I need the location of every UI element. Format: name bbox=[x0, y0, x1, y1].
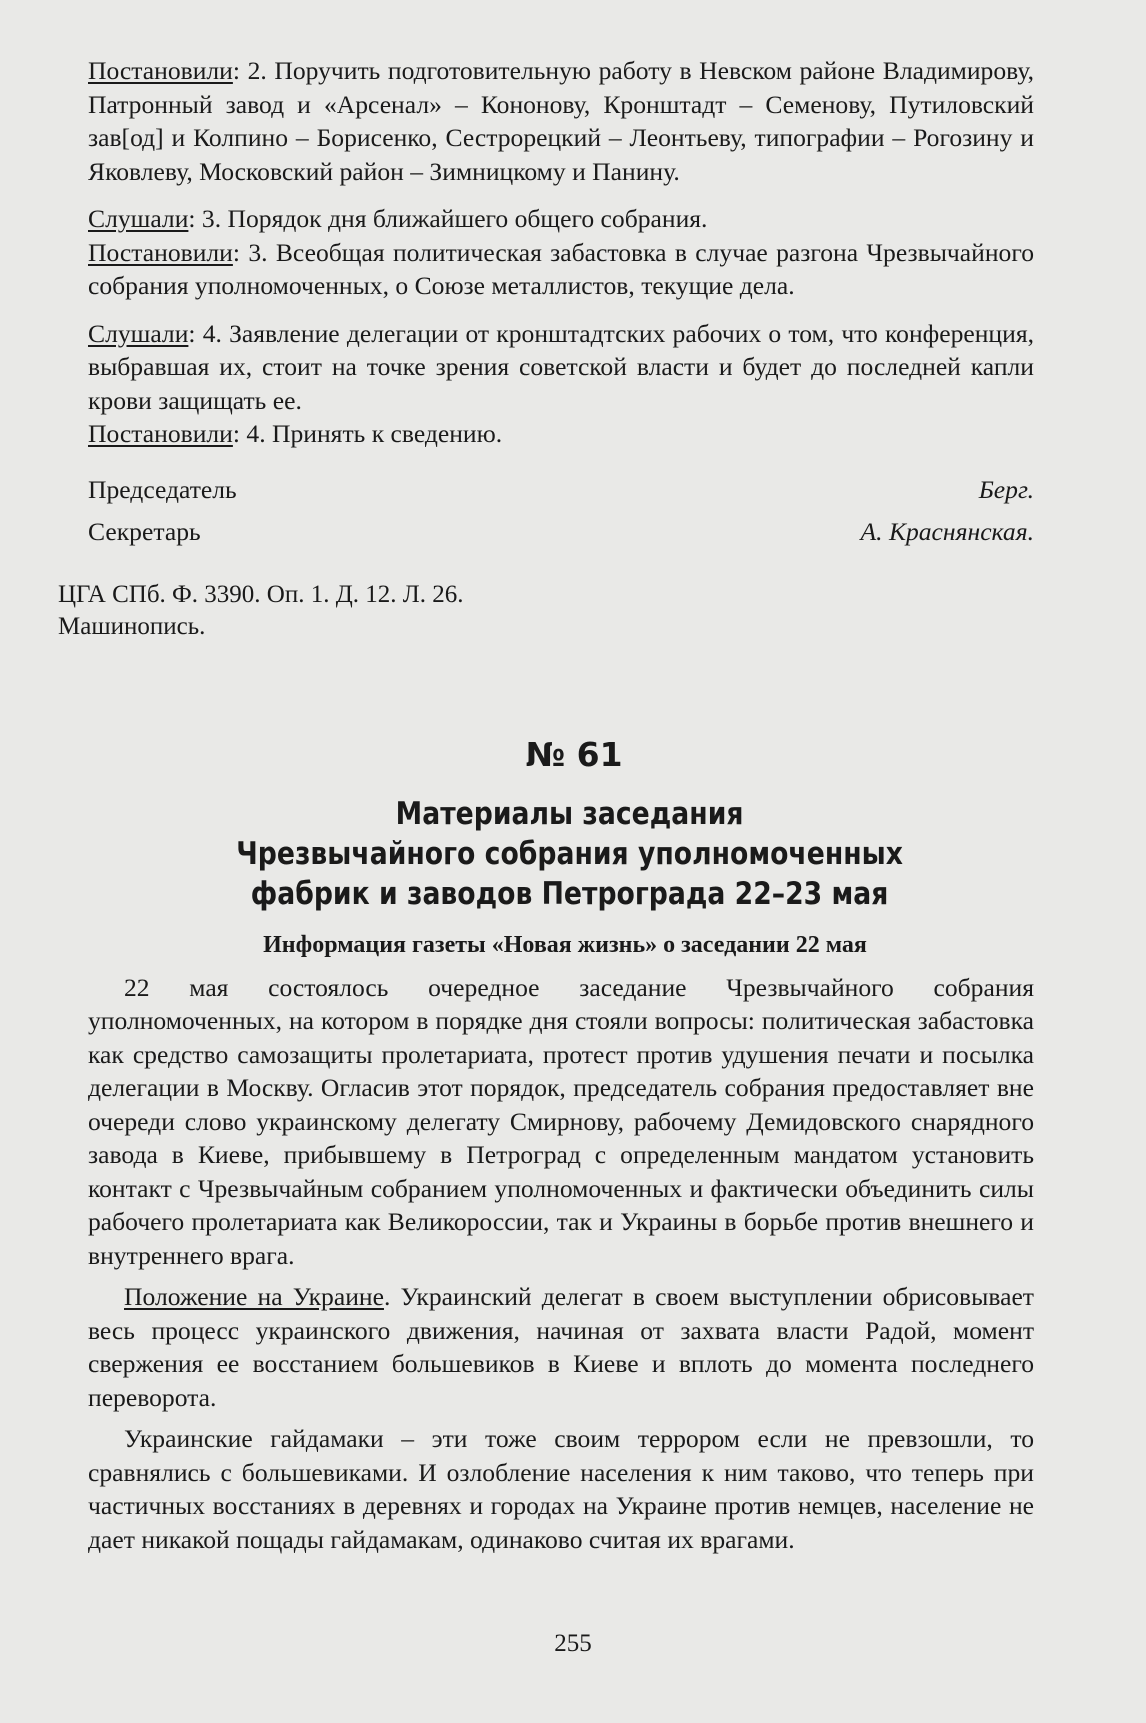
resolution-2 bbox=[88, 54, 1034, 188]
resolution-2-text: : 2. Поручить подготовительную работу в Невском районе Владимирову, Патронный завод и «Арсенал» – Кононову, Кронштадт – Семенову, Путиловский зав[од] и Колпино – Борисенко, Сестрорецкий – Леонтьеву, типографии – Рогозину и Яковлеву, Московский район – Зимницкому и Панину. bbox=[88, 56, 1034, 186]
resolved-label: Постановили bbox=[88, 237, 233, 267]
page-number: 255 bbox=[554, 1630, 592, 1657]
resolved-label: Постановили bbox=[88, 56, 233, 85]
secretary-name: А. Краснянская. bbox=[860, 516, 1034, 546]
typescript-note: Машинопись. bbox=[58, 612, 206, 640]
archive-source: ЦГА СПб. Ф. 3390. Оп. 1. Д. 12. Л. 26. bbox=[58, 580, 464, 608]
heard-4 bbox=[88, 317, 1034, 418]
resolution-4-text: : 4. Принять к сведению. bbox=[232, 419, 503, 448]
secretary-signature bbox=[88, 515, 1034, 549]
chairman-name: Берг. bbox=[978, 474, 1034, 504]
heard-3 bbox=[88, 202, 1034, 236]
document-subtitle: Информация газеты «Новая жизнь» о заседании 22 мая bbox=[263, 931, 867, 958]
resolved-label: Постановили bbox=[88, 419, 233, 448]
resolution-4 bbox=[88, 417, 1034, 451]
heard-4-text: : 4. Заявление делегации от кронштадтских рабочих о том, что конференция, выбравшая их, стоит на точке зрения советской власти и будет до последней капли крови защищать ее. bbox=[88, 318, 1034, 415]
chairman-signature bbox=[88, 473, 1034, 507]
heard-3-text: : 3. Порядок дня ближайшего общего собрания. bbox=[188, 204, 708, 233]
heard-label: Слушали bbox=[88, 204, 189, 233]
secretary-title: Секретарь bbox=[88, 516, 201, 546]
paragraph-3: Украинские гайдамаки – эти тоже своим террором если не превзошли, то сравнялись с большевиками. И озлобление населения к ним таково, что теперь при частичных восстаниях в деревнях и городах на Украине против немцев, население не дает никакой пощады гайдамакам, одинаково считая их врагами. bbox=[88, 1424, 1034, 1554]
paragraph-2 bbox=[88, 1280, 1034, 1414]
document-title-line-2: Чрезвычайного собрания уполномоченных bbox=[236, 835, 903, 872]
document-number: № 61 bbox=[525, 734, 623, 774]
chairman-title: Председатель bbox=[88, 474, 237, 504]
paragraph-2-text: . Украинский делегат в своем выступлении обрисовывает весь процесс украинского движения, начиная от захвата власти Радой, момент свержения ее восстанием большевиков в Киеве и вплоть до момента последнего переворота. bbox=[88, 1282, 1034, 1412]
resolution-3-text: : 3. Всеобщая политическая забастовка в случае разгона Чрезвычайного собрания уполномоченных, о Союзе металлистов, текущие дела. bbox=[88, 237, 1034, 300]
heard-label: Слушали bbox=[88, 318, 189, 348]
ukraine-heading: Положение на Украине bbox=[124, 1282, 384, 1311]
resolution-3 bbox=[88, 236, 1034, 303]
document-title-line-1: Материалы заседания bbox=[395, 795, 744, 832]
paragraph-1: 22 мая состоялось очередное заседание Чрезвычайного собрания уполномоченных, на котором в порядке дня стояли вопросы: политическая забастовка как средство самозащиты пролетариата, протест против удушения печати и посылка делегации в Москву. Огласив этот порядок, председатель собрания предоставляет вне очереди слово украинскому делегату Смирнову, рабочему Демидовского снарядного завода в Киеве, прибывшему в Петроград с определенным мандатом установить контакт с Чрезвычайным собранием уполномоченных и фактически объединить силы рабочего пролетариата как Великороссии, так и Украины в борьбе против внешнего и внутреннего врага. bbox=[88, 972, 1034, 1270]
document-title-line-3: фабрик и заводов Петрограда 22–23 мая bbox=[250, 875, 889, 912]
